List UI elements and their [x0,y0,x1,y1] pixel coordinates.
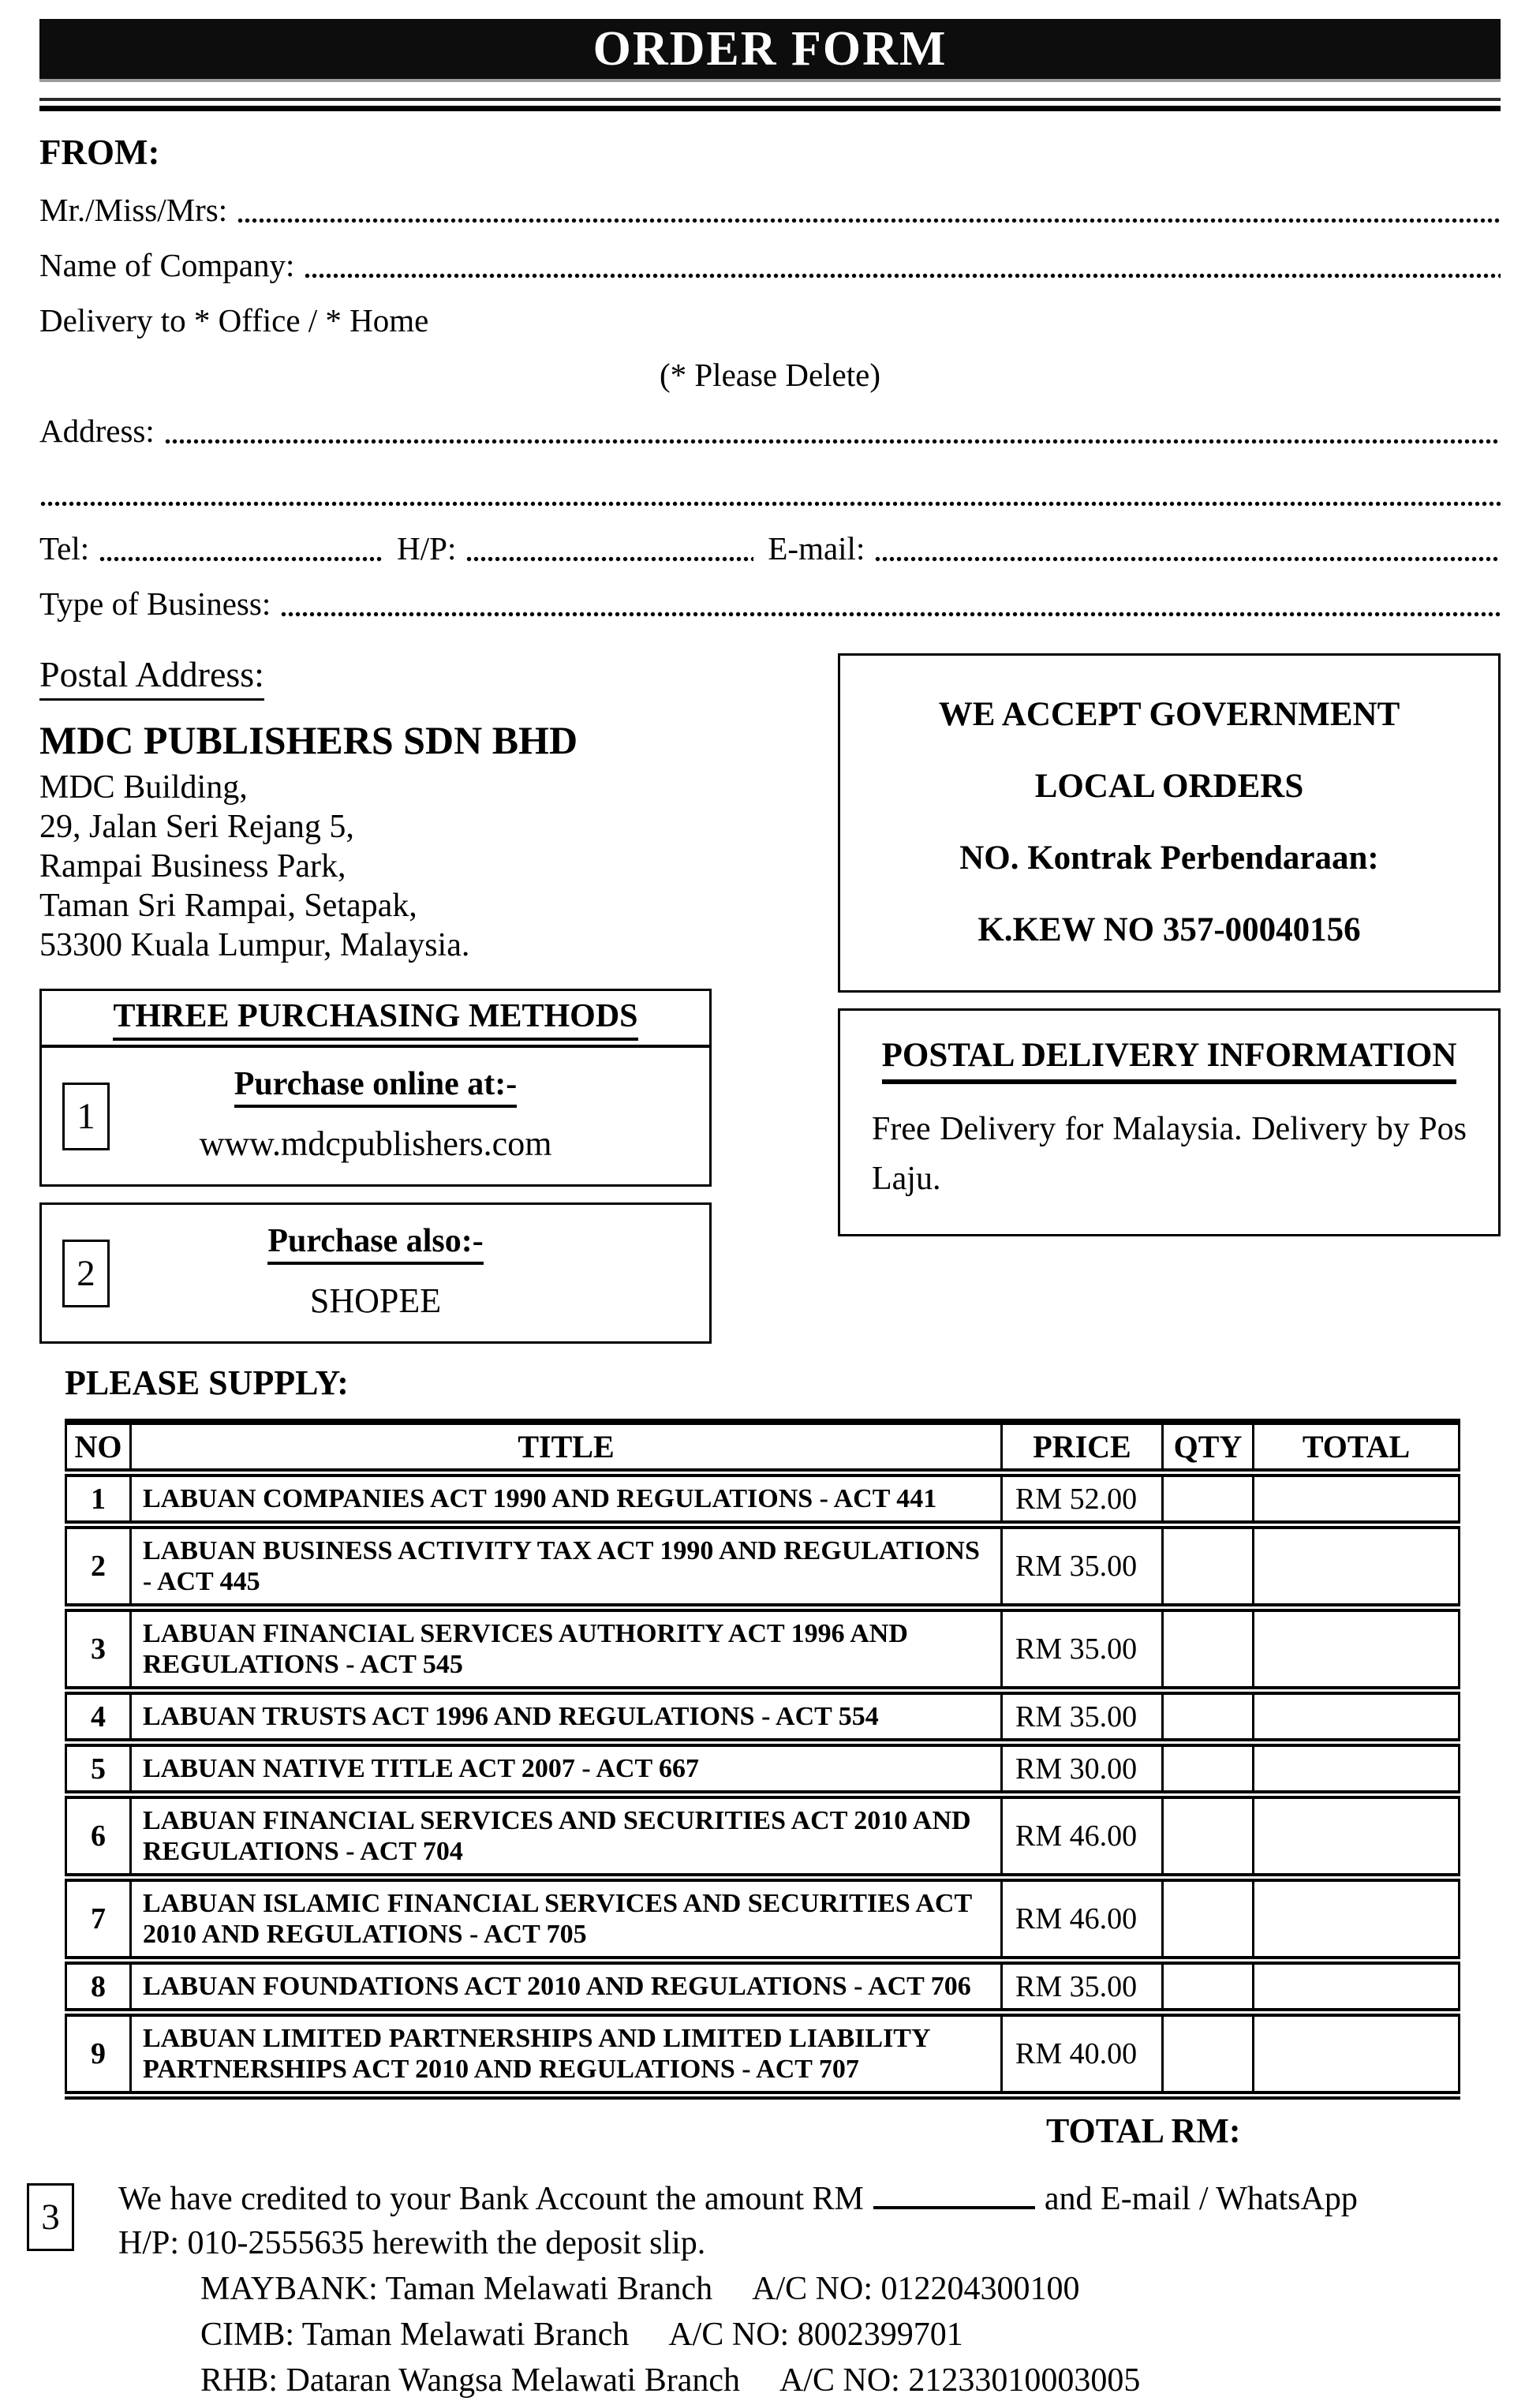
order-form-page [0,19,1540,2399]
method-1 [42,1048,709,1184]
hp-label: H/P: [397,530,457,567]
title-bar [39,19,1501,82]
row-no: 8 [66,1961,131,2013]
middle-section [39,653,1501,1344]
payment-line-1: We have credited to your Bank Account the amount RM and E-mail / WhatsApp [118,2181,1358,2217]
bank-line-rhb: RHB: Dataran Wangsa Melawati Branch A/C NO: 21233010003005 [200,2362,1141,2399]
publisher-name: MDC PUBLISHERS SDN BHD [39,718,578,762]
postal-delivery-box [838,1008,1501,1236]
row-title: LABUAN FOUNDATIONS ACT 2010 AND REGULATIONS - ACT 706 [131,1961,1002,2013]
government-orders-box [838,653,1501,993]
please-supply-heading: PLEASE SUPPLY: [65,1363,349,1402]
row-total-field[interactable] [1254,1961,1460,2013]
please-delete-note: (* Please Delete) [659,357,881,393]
row-total-field[interactable] [1254,1878,1460,1961]
row-qty-field[interactable] [1163,1878,1254,1961]
row-qty-field[interactable] [1163,1743,1254,1795]
payment-line-2: H/P: 010-2555635 herewith the deposit slip. [118,2225,706,2261]
header-divider [39,98,1501,111]
table-row [66,1878,1460,1961]
row-no: 9 [66,2013,131,2096]
page-title: ORDER FORM [592,21,948,76]
table-row [66,1795,1460,1878]
salutation-field[interactable] [237,193,1501,224]
row-total-field[interactable] [1254,1473,1460,1525]
row-no: 1 [66,1473,131,1525]
payment-body [118,2178,1501,2401]
row-qty-field[interactable] [1163,2013,1254,2096]
email-label: E-mail: [768,530,865,567]
method-3-number-box: 3 [27,2183,74,2251]
purchasing-methods-box [39,989,712,1187]
row-price: RM 35.00 [1002,1608,1163,1691]
row-price: RM 40.00 [1002,2013,1163,2096]
row-no: 3 [66,1608,131,1691]
postal-line: 53300 Kuala Lumpur, Malaysia. [39,927,470,963]
row-no: 5 [66,1743,131,1795]
hp-field[interactable] [465,531,753,563]
method-2-title: Purchase also:- [42,1222,709,1260]
row-no: 4 [66,1691,131,1743]
purchasing-methods-heading: THREE PURCHASING METHODS [42,991,709,1048]
purchase-also-box [39,1202,712,1344]
salutation-row [39,192,1501,228]
company-field[interactable] [304,248,1501,279]
col-header-price: PRICE [1002,1422,1163,1473]
col-header-total: TOTAL [1254,1422,1460,1473]
gov-line-2: LOCAL ORDERS [1034,768,1304,805]
method-1-number-box: 1 [62,1083,110,1150]
col-header-title: TITLE [131,1422,1002,1473]
table-row [66,1743,1460,1795]
row-total-field[interactable] [1254,1691,1460,1743]
total-row-spacer [66,2096,1002,2162]
row-title: LABUAN FINANCIAL SERVICES AUTHORITY ACT 1996 AND REGULATIONS - ACT 545 [131,1608,1002,1691]
bank-line-maybank: MAYBANK: Taman Melawati Branch A/C NO: 012204300100 [200,2271,1080,2307]
row-no: 2 [66,1525,131,1608]
row-total-field[interactable] [1254,1608,1460,1691]
postal-line: MDC Building, [39,769,248,806]
row-no: 7 [66,1878,131,1961]
address-row-2 [39,476,1501,511]
postal-line: Taman Sri Rampai, Setapak, [39,888,417,924]
salutation-label: Mr./Miss/Mrs: [39,192,228,228]
row-total-field[interactable] [1254,1525,1460,1608]
contact-row [39,530,1501,567]
address-field[interactable] [164,413,1501,445]
row-no: 6 [66,1795,131,1878]
from-heading: FROM: [39,133,160,172]
amount-field[interactable] [873,2206,1035,2209]
row-total-field[interactable] [1254,1743,1460,1795]
shopee-label: SHOPEE [309,1281,442,1320]
postal-column [39,653,712,1344]
website-link[interactable]: www.mdcpublishers.com [199,1124,552,1163]
info-column [838,653,1501,1344]
row-title: LABUAN ISLAMIC FINANCIAL SERVICES AND SECURITIES ACT 2010 AND REGULATIONS - ACT 705 [131,1878,1002,1961]
postal-address-heading: Postal Address: [39,653,712,695]
row-qty-field[interactable] [1163,1795,1254,1878]
col-header-qty: QTY [1163,1422,1254,1473]
tel-field[interactable] [99,531,383,563]
address-field-2[interactable] [39,476,1501,507]
delivery-label: Delivery to * Office / * Home [39,302,429,338]
postal-line: Rampai Business Park, [39,848,346,884]
table-row [66,1608,1460,1691]
method-2-number-box: 2 [62,1240,110,1307]
company-label: Name of Company: [39,247,295,283]
row-price: RM 30.00 [1002,1743,1163,1795]
business-label: Type of Business: [39,585,271,622]
row-price: RM 35.00 [1002,1691,1163,1743]
table-row [66,2013,1460,2096]
payment-section [39,2178,1501,2401]
row-title: LABUAN TRUSTS ACT 1996 AND REGULATIONS - ACT 554 [131,1691,1002,1743]
company-row [39,247,1501,283]
row-title: LABUAN FINANCIAL SERVICES AND SECURITIES ACT 2010 AND REGULATIONS - ACT 704 [131,1795,1002,1878]
row-price: RM 46.00 [1002,1795,1163,1878]
gov-line-1: WE ACCEPT GOVERNMENT [938,696,1400,733]
row-total-field[interactable] [1254,2013,1460,2096]
row-price: RM 46.00 [1002,1878,1163,1961]
method-2 [42,1205,709,1341]
gov-line-4: K.KEW NO 357-00040156 [977,911,1361,948]
row-qty-field[interactable] [1163,1525,1254,1608]
row-price: RM 35.00 [1002,1961,1163,2013]
row-title: LABUAN NATIVE TITLE ACT 2007 - ACT 667 [131,1743,1002,1795]
row-price: RM 35.00 [1002,1525,1163,1608]
email-field[interactable] [874,531,1501,563]
delivery-row [39,302,1501,338]
total-row [66,2096,1460,2162]
order-table [65,1419,1460,2161]
row-qty-field[interactable] [1163,1473,1254,1525]
row-title: LABUAN LIMITED PARTNERSHIPS AND LIMITED LIABILITY PARTNERSHIPS ACT 2010 AND REGULATIONS - ACT 707 [131,2013,1002,2096]
col-header-no: NO [66,1422,131,1473]
row-price: RM 52.00 [1002,1473,1163,1525]
row-title: LABUAN COMPANIES ACT 1990 AND REGULATIONS - ACT 441 [131,1473,1002,1525]
row-title: LABUAN BUSINESS ACTIVITY TAX ACT 1990 AND REGULATIONS - ACT 445 [131,1525,1002,1608]
table-row [66,1961,1460,2013]
total-rm-field[interactable] [1254,2096,1460,2162]
table-header-row [66,1422,1460,1473]
postal-line: 29, Jalan Seri Rejang 5, [39,809,354,845]
address-row [39,413,1501,449]
gov-line-3: NO. Kontrak Perbendaraan: [959,840,1379,877]
business-row [39,585,1501,622]
total-rm-label: TOTAL RM: [1045,2111,1241,2150]
method-1-title: Purchase online at:- [42,1065,709,1103]
row-qty-field[interactable] [1163,1691,1254,1743]
table-row [66,1691,1460,1743]
bank-line-cimb: CIMB: Taman Melawati Branch A/C NO: 8002399701 [200,2317,963,2353]
row-qty-field[interactable] [1163,1608,1254,1691]
address-label: Address: [39,413,155,449]
postal-delivery-heading: POSTAL DELIVERY INFORMATION [872,1036,1467,1075]
table-row [66,1525,1460,1608]
table-row [66,1473,1460,1525]
row-total-field[interactable] [1254,1795,1460,1878]
postal-delivery-text: Free Delivery for Malaysia. Delivery by Pos Laju. [872,1111,1467,1197]
business-field[interactable] [280,586,1501,618]
tel-label: Tel: [39,530,90,567]
row-qty-field[interactable] [1163,1961,1254,2013]
